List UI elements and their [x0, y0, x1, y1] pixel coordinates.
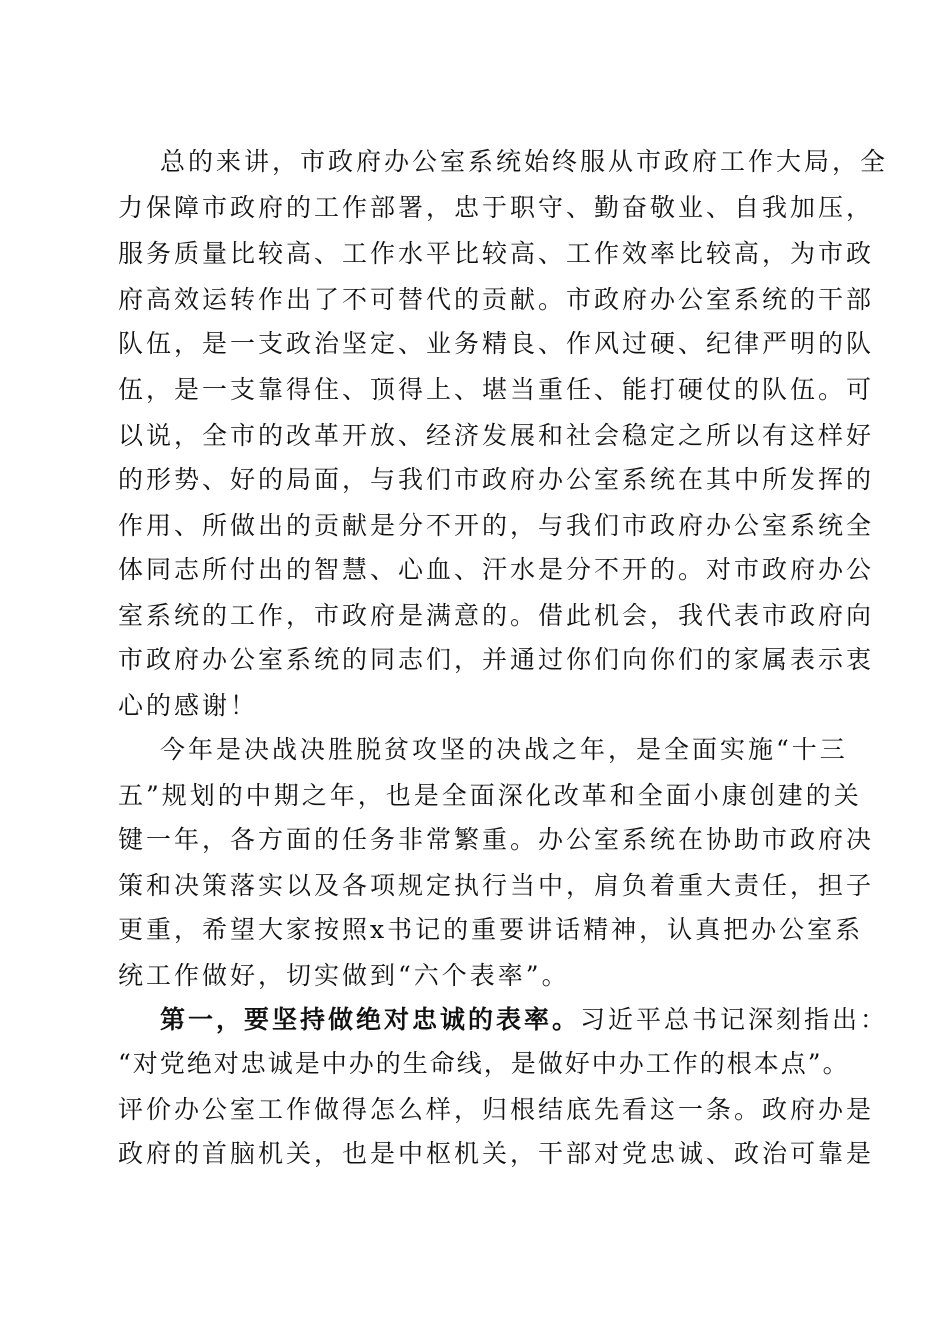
- paragraph3-line-3: 评价办公室工作做得怎么样，归根结底先看这一条。政府办是: [118, 1095, 875, 1124]
- paragraph3-heading: 第一，要坚持做绝对忠诚的表率。: [160, 1005, 581, 1034]
- paragraph1-line-5: 队伍，是一支政治坚定、业务精良、作风过硬、纪律严明的队: [118, 329, 875, 358]
- paragraph1-line-13: 心的感谢！: [118, 691, 259, 720]
- paragraph3-line-4: 政府的首脑机关，也是中枢机关，干部对党忠诚、政治可靠是: [118, 1139, 875, 1168]
- paragraph1-line-11: 室系统的工作，市政府是满意的。借此机会，我代表市政府向: [118, 601, 875, 630]
- paragraph1-line-12: 市政府办公室系统的同志们，并通过你们向你们的家属表示衷: [118, 645, 875, 674]
- paragraph1-line-10: 体同志所付出的智慧、心血、汗水是分不开的。对市政府办公: [118, 555, 875, 584]
- paragraph1-line-4: 府高效运转作出了不可替代的贡献。市政府办公室系统的干部: [118, 285, 875, 314]
- paragraph3-line-1: [160, 1000, 888, 1040]
- paragraph1-line-2: 力保障市政府的工作部署，忠于职守、勤奋敬业、自我加压，: [118, 193, 875, 222]
- paragraph3-line-2: “对党绝对忠诚是中办的生命线，是做好中办工作的根本点”。: [118, 1049, 850, 1078]
- paragraph2-line-6: 统工作做好，切实做到“六个表率”。: [118, 961, 570, 990]
- paragraph1-line-9: 作用、所做出的贡献是分不开的，与我们市政府办公室系统全: [118, 511, 875, 540]
- paragraph3-first-line-rest: 习近平总书记深刻指出：: [580, 1005, 889, 1034]
- paragraph2-line-5: 更重，希望大家按照x书记的重要讲话精神，认真把办公室系: [118, 915, 864, 944]
- paragraph1-line-1: 总的来讲，市政府办公室系统始终服从市政府工作大局，全: [160, 147, 889, 176]
- paragraph2-line-4: 策和决策落实以及各项规定执行当中，肩负着重大责任，担子: [118, 871, 875, 900]
- paragraph1-line-6: 伍，是一支靠得住、顶得上、堪当重任、能打硬仗的队伍。可: [118, 375, 875, 404]
- paragraph2-line-2: 五”规划的中期之年，也是全面深化改革和全面小康创建的关: [118, 781, 862, 810]
- paragraph1-line-8: 的形势、好的局面，与我们市政府办公室系统在其中所发挥的: [118, 465, 875, 494]
- paragraph1-line-7: 以说，全市的改革开放、经济发展和社会稳定之所以有这样好: [118, 421, 875, 450]
- paragraph2-line-3: 键一年，各方面的任务非常繁重。办公室系统在协助市政府决: [118, 825, 875, 854]
- paragraph1-line-3: 服务质量比较高、工作水平比较高、工作效率比较高，为市政: [118, 239, 875, 268]
- paragraph2-line-1: 今年是决战决胜脱贫攻坚的决战之年，是全面实施“十三: [160, 735, 848, 764]
